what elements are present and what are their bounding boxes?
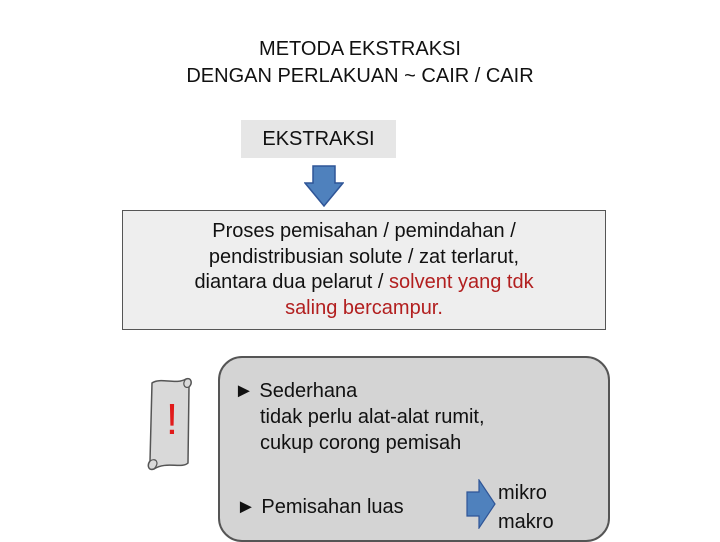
right-arrow-icon: [466, 479, 496, 529]
bullet-separation-text: Pemisahan luas: [261, 496, 404, 518]
title-line-1: METODA EKSTRAKSI: [259, 38, 461, 60]
title-line-2: DENGAN PERLAKUAN ~ CAIR / CAIR: [186, 65, 534, 87]
definition-line-3-red: solvent yang tdk: [389, 271, 534, 293]
definition-line-1: Proses pemisahan / pemindahan /: [212, 220, 516, 242]
ekstraksi-box: [241, 120, 396, 158]
down-arrow-icon: [304, 165, 344, 207]
bullet-separation: [236, 494, 404, 520]
definition-box: [122, 210, 606, 330]
scale-makro: makro: [498, 511, 554, 533]
bullet-simple-title: Sederhana: [259, 380, 358, 402]
page-title: [0, 36, 720, 90]
definition-line-4: saling bercampur.: [285, 296, 443, 319]
ekstraksi-label: EKSTRAKSI: [262, 127, 375, 150]
definition-line-2: pendistribusian solute / zat terlarut,: [208, 245, 520, 268]
definition-line-3-black: diantara dua pelarut /: [194, 271, 390, 293]
scale-mikro: mikro: [498, 482, 547, 504]
definition-line-3: [194, 270, 533, 296]
bullet-marker-icon: ►: [234, 380, 254, 402]
exclamation-mark: !: [165, 395, 179, 444]
bullet-marker-icon: ►: [236, 496, 256, 518]
bullet-simple-head: [234, 378, 485, 404]
bullet-simple-line-2: tidak perlu alat-alat rumit,: [260, 406, 485, 428]
bullet-simple-line-3: cukup corong pemisah: [260, 432, 462, 454]
definition-text: [194, 219, 533, 321]
scale-labels: [498, 479, 554, 537]
bullet-simple: [234, 378, 485, 456]
